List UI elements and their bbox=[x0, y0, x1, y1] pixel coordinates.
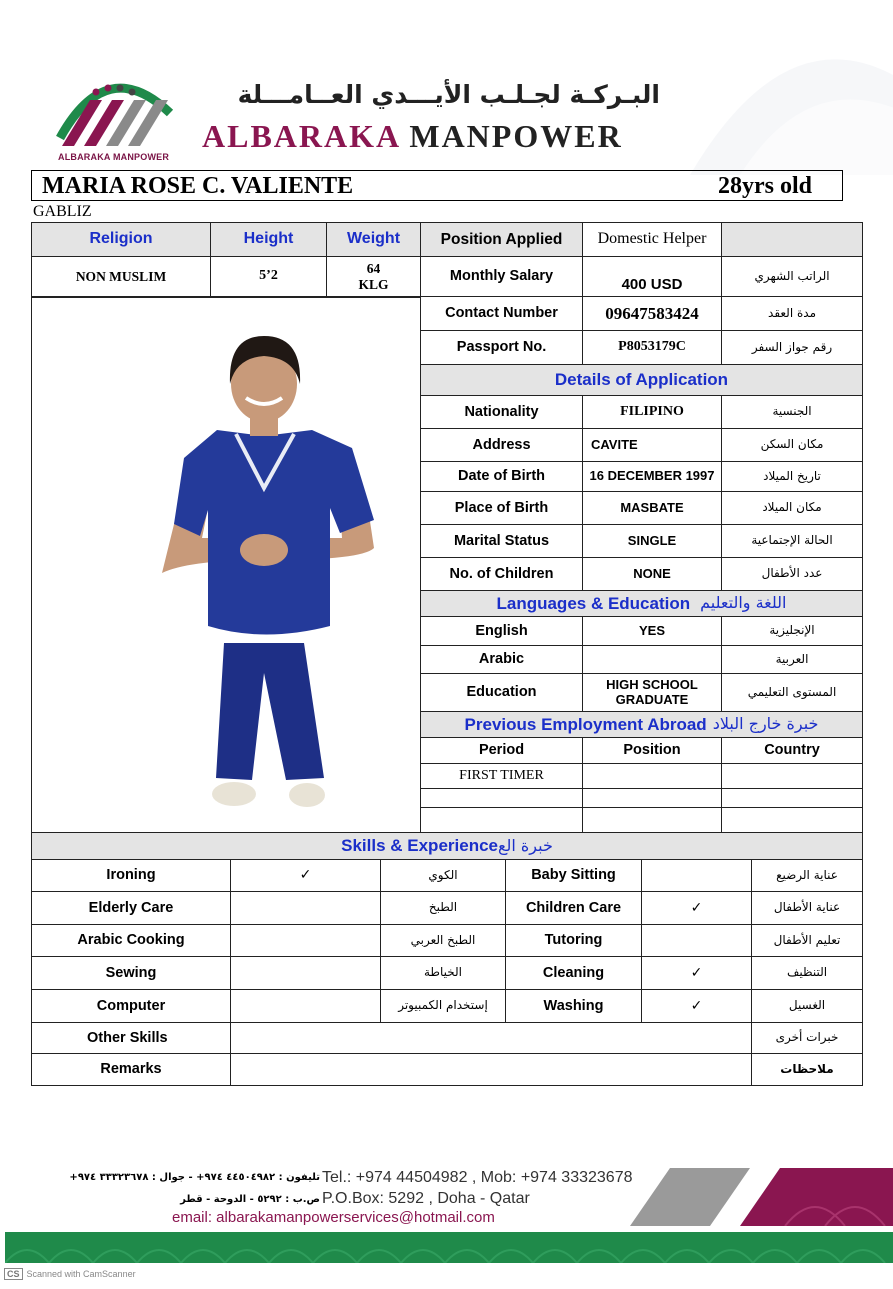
employment-period-2 bbox=[420, 788, 583, 808]
arabic-language-label: Arabic bbox=[420, 645, 583, 674]
candidate-name: MARIA ROSE C. VALIENTE bbox=[42, 173, 354, 199]
skill-arabic-cooking-check bbox=[230, 924, 381, 957]
employment-country-3 bbox=[721, 807, 863, 833]
religion-header: Religion bbox=[31, 222, 211, 257]
employment-period-3 bbox=[420, 807, 583, 833]
nationality-value: FILIPINO bbox=[582, 395, 722, 429]
skill-tutoring-arabic: تعليم الأطفال bbox=[751, 924, 863, 957]
marital-status-label: Marital Status bbox=[420, 524, 583, 558]
marital-status-arabic: الحالة الإجتماعية bbox=[721, 524, 863, 558]
monthly-salary-label: Monthly Salary bbox=[420, 256, 583, 297]
passport-label: Passport No. bbox=[420, 330, 583, 365]
nationality-label: Nationality bbox=[420, 395, 583, 429]
skill-washing-check: ✓ bbox=[641, 989, 752, 1023]
place-of-birth-arabic: مكان الميلاد bbox=[721, 491, 863, 525]
remarks-label: Remarks bbox=[31, 1053, 231, 1086]
skill-baby-sitting-arabic: عناية الرضيع bbox=[751, 859, 863, 892]
period-header: Period bbox=[420, 737, 583, 764]
company-word-manpower: MANPOWER bbox=[409, 118, 623, 154]
education-value-line2: GRADUATE bbox=[615, 691, 689, 707]
date-of-birth-arabic: تاريخ الميلاد bbox=[721, 461, 863, 492]
company-word-albaraka: ALBARAKA bbox=[202, 118, 400, 154]
skill-cleaning-label: Cleaning bbox=[505, 956, 642, 990]
passport-value: P8053179C bbox=[582, 330, 722, 365]
scanner-text: Scanned with CamScanner bbox=[26, 1269, 136, 1279]
skill-ironing-arabic: الكوي bbox=[380, 859, 506, 892]
skill-baby-sitting-check bbox=[641, 859, 752, 892]
skill-cleaning-arabic: التنظيف bbox=[751, 956, 863, 990]
remarks-value bbox=[230, 1053, 752, 1086]
arabic-language-arabic: العربية bbox=[721, 645, 863, 674]
company-name-english bbox=[202, 118, 623, 155]
education-arabic: المستوى التعليمي bbox=[721, 673, 863, 712]
skill-washing-arabic: الغسيل bbox=[751, 989, 863, 1023]
skill-sewing-check bbox=[230, 956, 381, 990]
employment-country-2 bbox=[721, 788, 863, 808]
weight-unit: KLG bbox=[358, 276, 389, 292]
other-skills-label: Other Skills bbox=[31, 1022, 231, 1054]
position-header: Position bbox=[582, 737, 722, 764]
footer-decor-graphic bbox=[610, 1168, 893, 1226]
weight-header: Weight bbox=[326, 222, 421, 257]
candidate-age: 28yrs old bbox=[717, 173, 812, 199]
employment-position-1 bbox=[582, 763, 722, 789]
english-value: YES bbox=[582, 616, 722, 646]
address-value: CAVITE bbox=[582, 428, 722, 462]
contact-number-arabic: مدة العقد bbox=[721, 296, 863, 331]
skill-children-care-label: Children Care bbox=[505, 891, 642, 925]
position-applied-empty bbox=[721, 222, 863, 257]
languages-section-title bbox=[420, 590, 863, 617]
candidate-code: GABLIZ bbox=[33, 203, 92, 220]
skills-title-ar: خبرة الع bbox=[498, 835, 553, 855]
company-logo bbox=[52, 58, 187, 166]
height-value: 5’2 bbox=[210, 256, 327, 297]
skill-washing-label: Washing bbox=[505, 989, 642, 1023]
skill-computer-check bbox=[230, 989, 381, 1023]
candidate-name-bar bbox=[31, 170, 843, 201]
weight-number: 64 bbox=[366, 260, 381, 276]
monthly-salary-arabic: الراتب الشهري bbox=[721, 256, 863, 297]
skills-section-title bbox=[31, 832, 863, 860]
address-label: Address bbox=[420, 428, 583, 462]
education-value bbox=[582, 673, 722, 712]
other-skills-value bbox=[230, 1022, 752, 1054]
details-section-title: Details of Application bbox=[420, 364, 863, 396]
skill-tutoring-label: Tutoring bbox=[505, 924, 642, 957]
employment-section-title bbox=[420, 711, 863, 738]
weight-value bbox=[326, 256, 421, 297]
skill-arabic-cooking-label: Arabic Cooking bbox=[31, 924, 231, 957]
skill-computer-label: Computer bbox=[31, 989, 231, 1023]
company-name-arabic: البـركـة لجـلـب الأيـــدي العــامـــلة bbox=[237, 80, 660, 109]
monthly-salary-value: 400 USD bbox=[582, 256, 722, 297]
skill-elderly-care-check bbox=[230, 891, 381, 925]
candidate-photo bbox=[31, 297, 421, 833]
english-label: English bbox=[420, 616, 583, 646]
skill-children-care-arabic: عناية الأطفال bbox=[751, 891, 863, 925]
footer-arabic-address: ص.ب : ٥٢٩٢ - الدوحة - قطر bbox=[180, 1194, 320, 1205]
scanner-watermark bbox=[4, 1268, 136, 1280]
languages-title-en: Languages & Education bbox=[496, 593, 691, 613]
skill-computer-arabic: إستخدام الكمبيوتر bbox=[380, 989, 506, 1023]
employment-position-2 bbox=[582, 788, 722, 808]
skill-ironing-label: Ironing bbox=[31, 859, 231, 892]
skill-cleaning-check: ✓ bbox=[641, 956, 752, 990]
employment-period-1: FIRST TIMER bbox=[420, 763, 583, 789]
skill-arabic-cooking-arabic: الطبخ العربي bbox=[380, 924, 506, 957]
place-of-birth-value: MASBATE bbox=[582, 491, 722, 525]
employment-title-en: Previous Employment Abroad bbox=[464, 714, 707, 734]
skill-sewing-label: Sewing bbox=[31, 956, 231, 990]
country-header: Country bbox=[721, 737, 863, 764]
children-arabic: عدد الأطفال bbox=[721, 557, 863, 591]
skill-tutoring-check bbox=[641, 924, 752, 957]
contact-number-label: Contact Number bbox=[420, 296, 583, 331]
footer-arabic-phone: تليفون : ٤٤٥٠٤٩٨٢ ٩٧٤+ - جوال : ٣٣٣٢٣٦٧٨ ٩٧٤+ bbox=[69, 1172, 320, 1183]
footer-email[interactable]: email: albarakamanpowerservices@hotmail.com bbox=[172, 1209, 495, 1226]
skill-children-care-check: ✓ bbox=[641, 891, 752, 925]
watermark-arc-graphic bbox=[680, 25, 893, 175]
children-label: No. of Children bbox=[420, 557, 583, 591]
skill-baby-sitting-label: Baby Sitting bbox=[505, 859, 642, 892]
place-of-birth-label: Place of Birth bbox=[420, 491, 583, 525]
footer-green-band bbox=[5, 1232, 893, 1263]
logo-caption: ALBARAKA MANPOWER bbox=[58, 152, 170, 162]
remarks-arabic: ملاحظات bbox=[751, 1053, 863, 1086]
other-skills-arabic: خبرات أخرى bbox=[751, 1022, 863, 1054]
date-of-birth-value: 16 DECEMBER 1997 bbox=[582, 461, 722, 492]
camscanner-icon: CS bbox=[4, 1268, 23, 1280]
children-value: NONE bbox=[582, 557, 722, 591]
employment-country-1 bbox=[721, 763, 863, 789]
footer-po-box: P.O.Box: 5292 , Doha - Qatar bbox=[322, 1190, 530, 1207]
skill-sewing-arabic: الخياطة bbox=[380, 956, 506, 990]
footer-telephone: Tel.: +974 44504982 , Mob: +974 33323678 bbox=[322, 1169, 633, 1186]
skills-title-en: Skills & Experience bbox=[341, 836, 498, 856]
education-label: Education bbox=[420, 673, 583, 712]
english-arabic: الإنجليزية bbox=[721, 616, 863, 646]
height-header: Height bbox=[210, 222, 327, 257]
arabic-language-value bbox=[582, 645, 722, 674]
contact-number-value: 09647583424 bbox=[582, 296, 722, 331]
employment-position-3 bbox=[582, 807, 722, 833]
religion-value: NON MUSLIM bbox=[31, 256, 211, 297]
employment-title-ar: خبرة خارج البلاد bbox=[712, 714, 819, 734]
marital-status-value: SINGLE bbox=[582, 524, 722, 558]
passport-arabic: رقم جواز السفر bbox=[721, 330, 863, 365]
languages-title-ar: اللغة والتعليم bbox=[700, 593, 787, 613]
address-arabic: مكان السكن bbox=[721, 428, 863, 462]
nationality-arabic: الجنسية bbox=[721, 395, 863, 429]
skill-ironing-check: ✓ bbox=[230, 859, 381, 892]
position-applied-label: Position Applied bbox=[420, 222, 583, 257]
skill-elderly-care-arabic: الطبخ bbox=[380, 891, 506, 925]
skill-elderly-care-label: Elderly Care bbox=[31, 891, 231, 925]
education-value-line1: HIGH SCHOOL bbox=[606, 676, 698, 692]
position-applied-value: Domestic Helper bbox=[582, 222, 722, 257]
date-of-birth-label: Date of Birth bbox=[420, 461, 583, 492]
candidate-photo-figure bbox=[32, 298, 420, 832]
